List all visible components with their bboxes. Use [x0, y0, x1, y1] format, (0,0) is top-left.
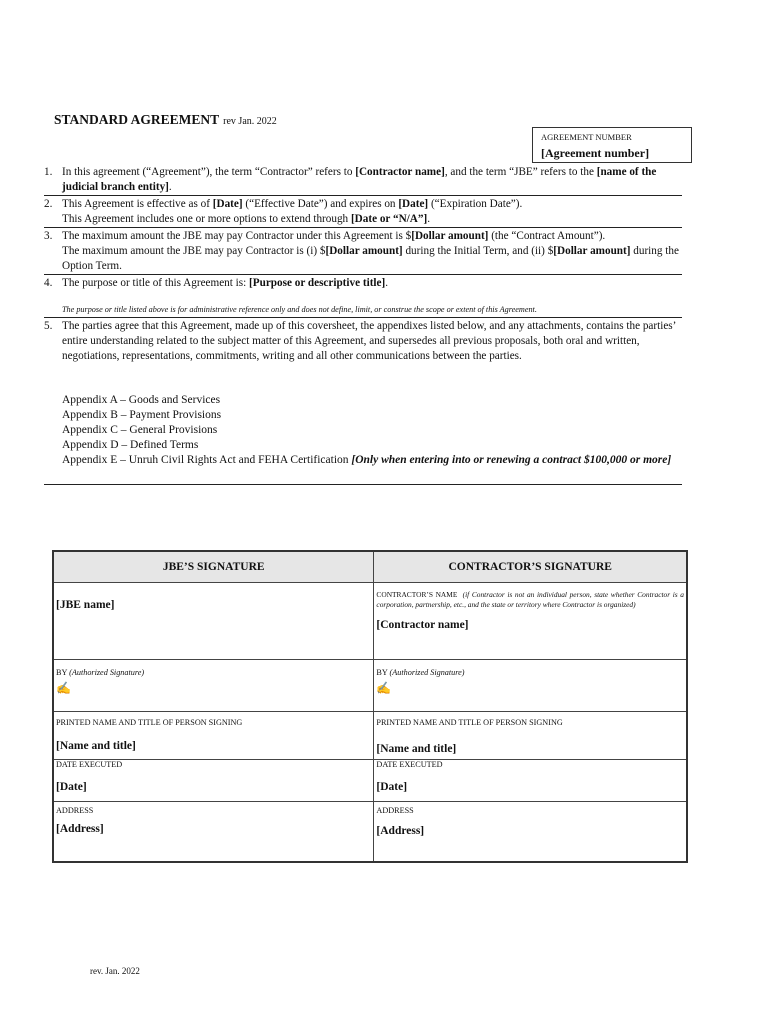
divider — [44, 227, 682, 228]
contractor-by-cell — [374, 660, 687, 712]
title-text: STANDARD AGREEMENT — [54, 112, 220, 127]
item-number: 4. — [44, 277, 53, 289]
divider — [44, 195, 682, 196]
text: . — [385, 277, 389, 289]
contractor-date-field[interactable]: [Date] — [376, 781, 408, 793]
text: The maximum amount the JBE may pay Contractor under this Agreement is $ — [62, 230, 412, 242]
item-5 — [44, 319, 684, 364]
appendix-a: Appendix A – Goods and Services — [62, 394, 221, 406]
appendix-c: Appendix C – General Provisions — [62, 424, 218, 436]
contractor-name-note: (if Contractor is not an individual person, state whether Contractor is a corporation, partnership, etc., and the state or territory where Contractor is organized) — [376, 590, 684, 609]
text: , and the term “JBE” refers to the — [444, 166, 597, 178]
signature-table — [52, 550, 688, 863]
appendix-e-label: Appendix E – Unruh Civil Rights Act and FEHA Certification — [62, 454, 352, 466]
option-date-field[interactable]: [Date or “N/A”] — [350, 213, 428, 225]
agreement-number-box — [532, 127, 692, 163]
contractor-name-label: CONTRACTOR’S NAME — [376, 590, 458, 599]
appendix-e — [62, 453, 672, 468]
contract-amount-field[interactable]: [Dollar amount] — [411, 230, 489, 242]
text: during the Initial Term, and (ii) $ — [402, 245, 554, 257]
jbe-signature-header: JBE’S SIGNATURE — [53, 551, 374, 583]
jbe-printed-name-cell — [53, 712, 374, 760]
item-number: 3. — [44, 230, 53, 242]
purpose-note: The purpose or title listed above is for administrative reference only and does not define, limit, or construe the scope or extent of this Agreement. — [62, 305, 537, 314]
contractor-signature-pen-icon[interactable]: ✍ — [376, 681, 392, 695]
by-label: BY — [56, 668, 68, 677]
address-label: ADDRESS — [56, 806, 94, 815]
contractor-address-field[interactable]: [Address] — [376, 825, 425, 837]
expiration-date-field[interactable]: [Date] — [398, 198, 429, 210]
contractor-name-title-field[interactable]: [Name and title] — [376, 743, 457, 755]
text: (“Expiration Date”). — [428, 198, 523, 210]
entire-agreement-text: The parties agree that this Agreement, made up of this coversheet, the appendixes listed below, and any attachments, contains the parties’ entire understanding related to the subject matter of this Agreement, and supersedes all previous proposals, both oral and written, negotiations, representations, commitments, writing and all other communications between the parties. — [62, 320, 676, 362]
appendix-list — [62, 393, 672, 468]
footer-rev: rev. Jan. 2022 — [90, 966, 140, 976]
text: This Agreement includes one or more options to extend through — [62, 213, 351, 225]
initial-term-amount-field[interactable]: [Dollar amount] — [325, 245, 403, 257]
item-1 — [44, 165, 684, 195]
purpose-title-field[interactable]: [Purpose or descriptive title] — [249, 277, 386, 289]
text: In this agreement (“Agreement”), the term “Contractor” refers to — [62, 166, 356, 178]
item-number: 1. — [44, 166, 53, 178]
text: The maximum amount the JBE may pay Contractor is (i) $ — [62, 245, 326, 257]
printed-name-label: PRINTED NAME AND TITLE OF PERSON SIGNING — [56, 718, 243, 727]
document-title — [54, 112, 277, 128]
jbe-by-cell — [53, 660, 374, 712]
contractor-signature-header: CONTRACTOR’S SIGNATURE — [374, 551, 687, 583]
appendix-e-note: [Only when entering into or renewing a contract $100,000 or more] — [351, 454, 672, 466]
text: (“Effective Date”) and expires on — [242, 198, 399, 210]
text: . — [427, 213, 430, 225]
by-note: (Authorized Signature) — [69, 668, 145, 677]
printed-name-label: PRINTED NAME AND TITLE OF PERSON SIGNING — [376, 718, 563, 727]
option-term-amount-field[interactable]: [Dollar amount] — [553, 245, 631, 257]
divider — [44, 484, 682, 485]
text: The purpose or title of this Agreement is: — [62, 277, 250, 289]
contractor-date-cell — [374, 760, 687, 802]
by-note: (Authorized Signature) — [389, 668, 465, 677]
contractor-name-field[interactable]: [Contractor name] — [376, 619, 469, 631]
item-2 — [44, 197, 684, 227]
jbe-signature-pen-icon[interactable]: ✍ — [56, 681, 71, 695]
item-number: 2. — [44, 198, 53, 210]
jbe-name-cell — [53, 583, 374, 660]
divider — [44, 317, 682, 318]
agreement-number-field[interactable]: [Agreement number] — [541, 146, 650, 160]
appendix-d: Appendix D – Defined Terms — [62, 439, 199, 451]
text: . — [168, 181, 172, 193]
by-label: BY — [376, 668, 388, 677]
appendix-b: Appendix B – Payment Provisions — [62, 409, 222, 421]
item-3 — [44, 229, 684, 274]
effective-date-field[interactable]: [Date] — [212, 198, 243, 210]
jbe-name-field[interactable]: [name of the judicial branch entity] — [62, 166, 657, 193]
date-executed-label: DATE EXECUTED — [56, 760, 123, 769]
item-number: 5. — [44, 320, 53, 332]
text: (the “Contract Amount”). — [488, 230, 606, 242]
jbe-address-cell — [53, 802, 374, 862]
jbe-date-field[interactable]: [Date] — [56, 781, 87, 793]
divider — [44, 274, 682, 275]
date-executed-label: DATE EXECUTED — [376, 760, 443, 769]
jbe-date-cell — [53, 760, 374, 802]
contractor-name-cell — [374, 583, 687, 660]
title-rev: rev Jan. 2022 — [223, 116, 277, 127]
jbe-address-field[interactable]: [Address] — [56, 823, 104, 835]
address-label: ADDRESS — [376, 806, 414, 815]
jbe-name-title-field[interactable]: [Name and title] — [56, 740, 136, 752]
text: This Agreement is effective as of — [62, 198, 213, 210]
contractor-address-cell — [374, 802, 687, 862]
contractor-printed-name-cell — [374, 712, 687, 760]
text: during the Option Term. — [62, 245, 679, 272]
item-4 — [44, 276, 684, 291]
agreement-number-label: AGREEMENT NUMBER — [541, 132, 632, 142]
jbe-name-field[interactable]: [JBE name] — [56, 599, 115, 611]
contractor-name-field[interactable]: [Contractor name] — [355, 166, 445, 178]
